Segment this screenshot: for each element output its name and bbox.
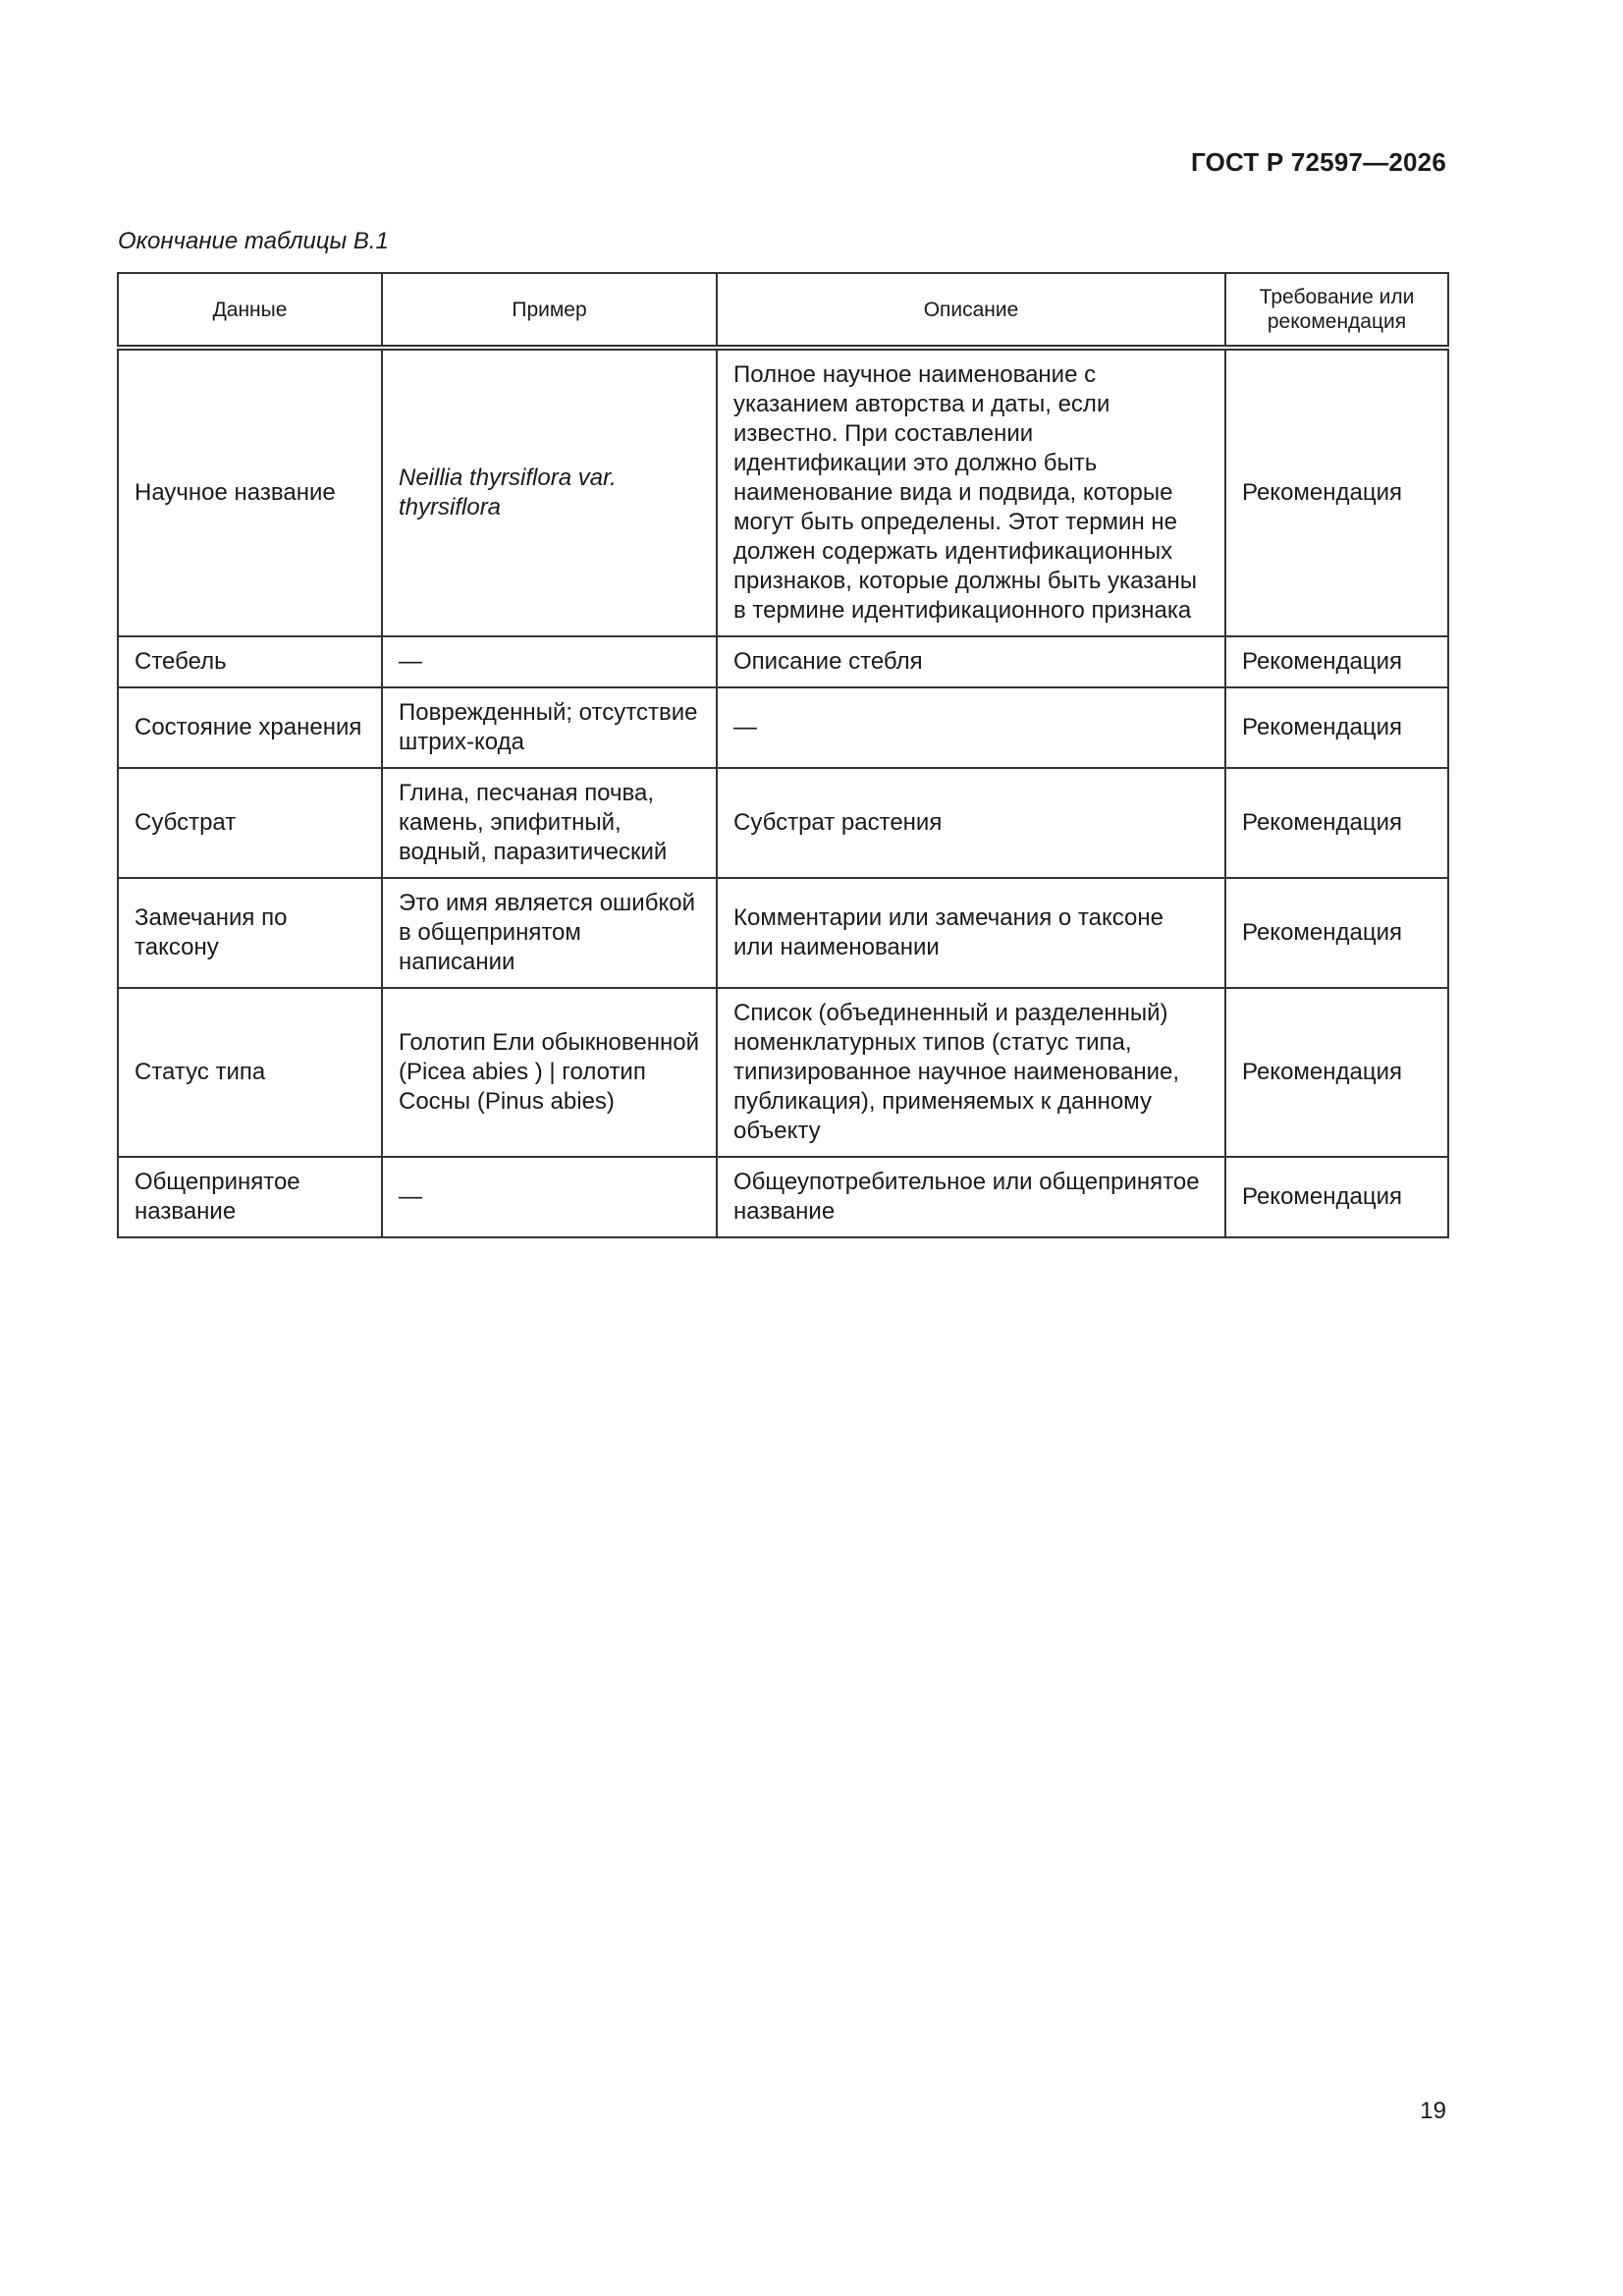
cell-requirement: Рекомендация [1225, 768, 1448, 878]
table-row [118, 768, 1448, 878]
cell-example: — [382, 1157, 717, 1237]
column-header-description: Описание [717, 273, 1225, 348]
table-row [118, 687, 1448, 768]
cell-data: Замечания по таксону [118, 878, 382, 988]
column-header-requirement: Требование или рекомендация [1225, 273, 1448, 348]
table-row [118, 1157, 1448, 1237]
cell-example: Поврежденный; отсутствие штрих-кода [382, 687, 717, 768]
cell-data: Научное название [118, 348, 382, 636]
table-row [118, 636, 1448, 687]
cell-data: Стебель [118, 636, 382, 687]
table-header [118, 273, 1448, 348]
cell-requirement: Рекомендация [1225, 988, 1448, 1157]
cell-description: Общеупотребительное или общепринятое название [717, 1157, 1225, 1237]
cell-data: Статус типа [118, 988, 382, 1157]
header-row [118, 273, 1448, 348]
cell-description: Список (объединенный и разделенный) номенклатурных типов (статус типа, типизированное научное наименование, публикация), применяемых к данному объекту [717, 988, 1225, 1157]
cell-example: Это имя является ошибкой в общепринятом написании [382, 878, 717, 988]
cell-example: Голотип Ели обыкновенной (Picea abies ) | голотип Сосны (Pinus abies) [382, 988, 717, 1157]
cell-data: Общепринятое название [118, 1157, 382, 1237]
cell-requirement: Рекомендация [1225, 636, 1448, 687]
cell-example: Глина, песчаная почва, камень, эпифитный, водный, паразитический [382, 768, 717, 878]
column-header-example: Пример [382, 273, 717, 348]
cell-description: Описание стебля [717, 636, 1225, 687]
cell-example: Neillia thyrsiflora var. thyrsiflora [382, 348, 717, 636]
cell-data: Субстрат [118, 768, 382, 878]
table-body [118, 348, 1448, 1237]
cell-description: — [717, 687, 1225, 768]
cell-example: — [382, 636, 717, 687]
cell-description: Комментарии или замечания о таксоне или наименовании [717, 878, 1225, 988]
cell-requirement: Рекомендация [1225, 878, 1448, 988]
column-header-data: Данные [118, 273, 382, 348]
table-caption: Окончание таблицы В.1 [118, 228, 389, 254]
cell-requirement: Рекомендация [1225, 1157, 1448, 1237]
cell-requirement: Рекомендация [1225, 687, 1448, 768]
table-row [118, 348, 1448, 636]
table-row [118, 878, 1448, 988]
cell-data: Состояние хранения [118, 687, 382, 768]
cell-description: Полное научное наименование с указанием авторства и даты, если известно. При составлении идентификации это должно быть наименование вида и подвида, которые могут быть определены. Этот термин не должен содержать идентификационных признаков, которые должны быть указаны в термине идентификационного признака [717, 348, 1225, 636]
table-row [118, 988, 1448, 1157]
cell-description: Субстрат растения [717, 768, 1225, 878]
page-number: 19 [1420, 2098, 1446, 2124]
document-code: ГОСТ Р 72597—2026 [1191, 147, 1446, 177]
data-table [117, 272, 1449, 1238]
cell-requirement: Рекомендация [1225, 348, 1448, 636]
